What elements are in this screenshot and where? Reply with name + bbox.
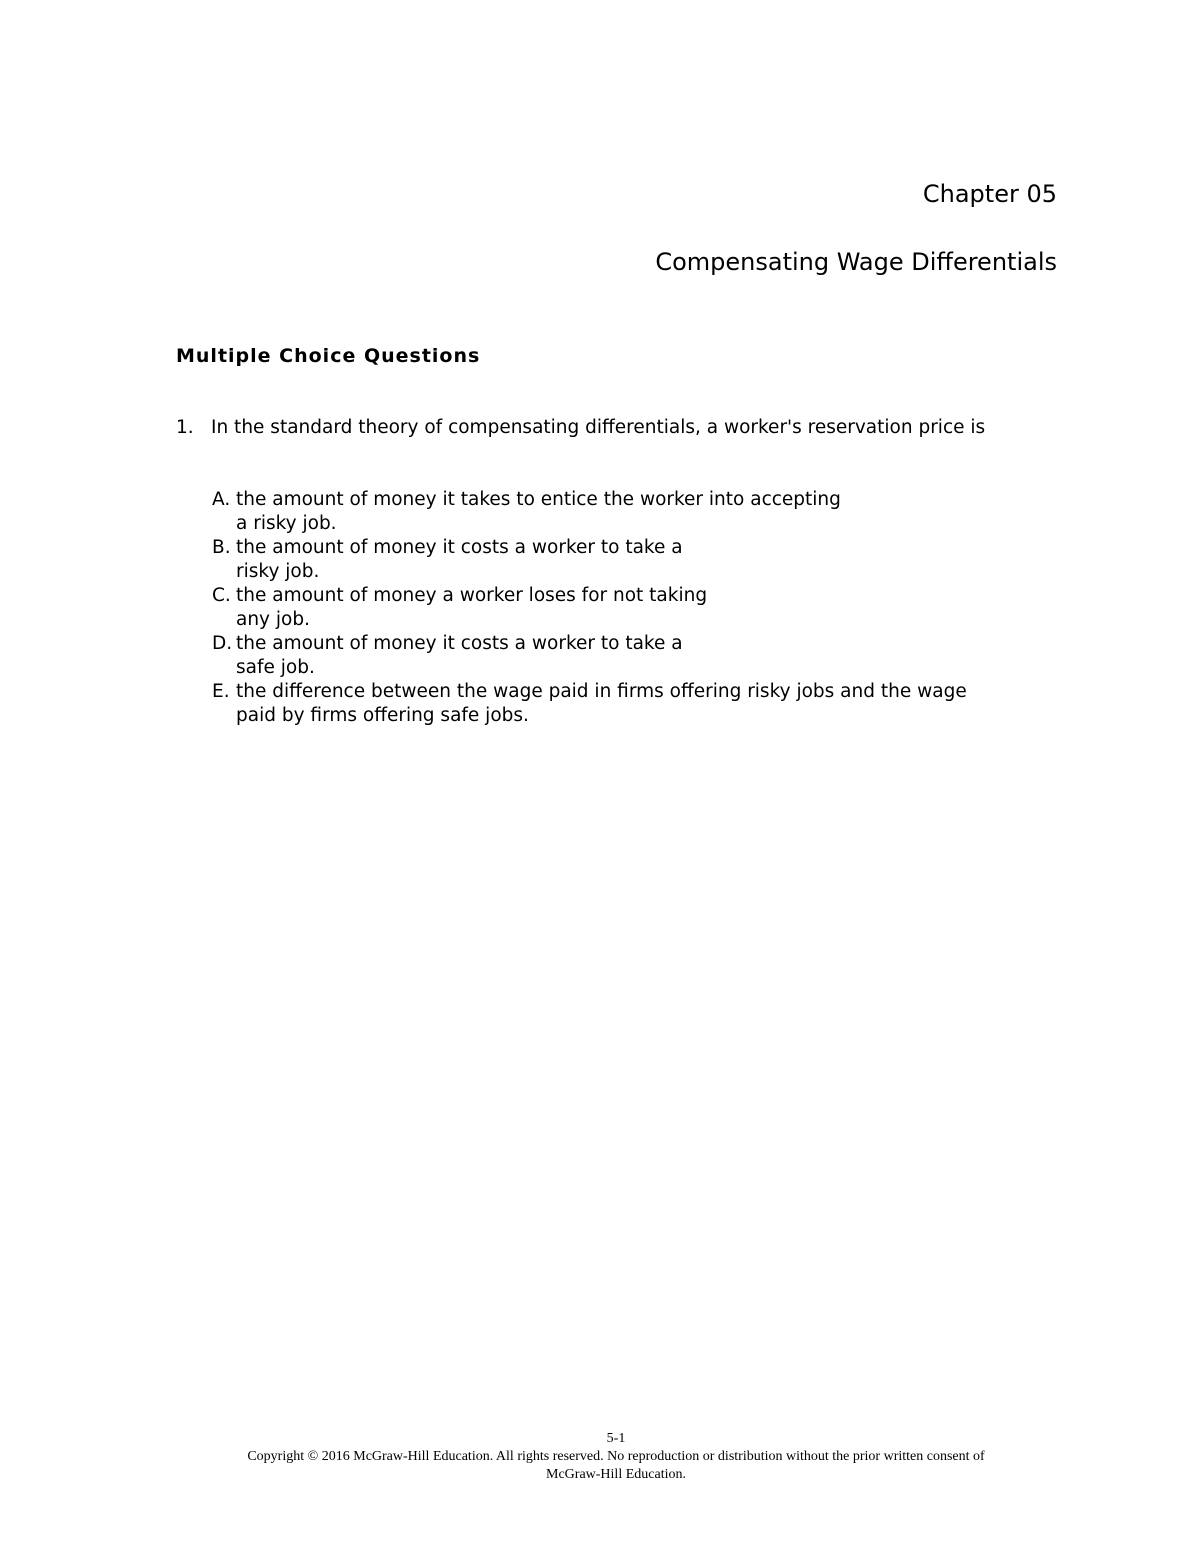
chapter-title: Compensating Wage Differentials <box>655 248 1057 276</box>
copyright-line: McGraw-Hill Education. <box>546 1467 686 1482</box>
choice-text <box>236 632 1042 680</box>
page-number: 5-1 <box>606 1431 626 1446</box>
choice-line: the difference between the wage paid in firms offering risky jobs and the wage <box>236 681 967 702</box>
choice-e <box>212 680 1042 728</box>
choice-line: the amount of money it costs a worker to take a <box>236 537 683 558</box>
choice-text <box>236 584 1042 632</box>
choice-line: a risky job. <box>236 513 337 534</box>
choice-b <box>212 536 1042 584</box>
page-footer <box>0 1430 1200 1484</box>
answer-choices <box>212 488 1042 728</box>
choice-d <box>212 632 1042 680</box>
section-heading: Multiple Choice Questions <box>176 345 481 367</box>
choice-line: any job. <box>236 609 310 630</box>
choice-text <box>236 536 1042 584</box>
question-number: 1. <box>176 417 194 438</box>
question-1 <box>176 416 985 440</box>
question-prompt: In the standard theory of compensating differentials, a worker's reservation price is <box>211 417 986 438</box>
choice-text <box>236 488 1042 536</box>
choice-line: the amount of money it costs a worker to take a <box>236 633 683 654</box>
choice-line: the amount of money a worker loses for not taking <box>236 585 708 606</box>
chapter-number: Chapter 05 <box>922 180 1057 208</box>
choice-a <box>212 488 1042 536</box>
copyright-line: Copyright © 2016 McGraw-Hill Education. All rights reserved. No reproduction or distribution without the prior written consent of <box>247 1449 985 1464</box>
choice-line: risky job. <box>236 561 320 582</box>
choice-letter: D. <box>212 633 233 654</box>
choice-letter: A. <box>212 489 231 510</box>
choice-text <box>236 680 1042 728</box>
choice-c <box>212 584 1042 632</box>
choice-line: safe job. <box>236 657 315 678</box>
choice-letter: B. <box>212 537 231 558</box>
choice-line: paid by firms offering safe jobs. <box>236 705 529 726</box>
choice-letter: C. <box>212 585 231 606</box>
choice-letter: E. <box>212 681 230 702</box>
choice-line: the amount of money it takes to entice the worker into accepting <box>236 489 841 510</box>
